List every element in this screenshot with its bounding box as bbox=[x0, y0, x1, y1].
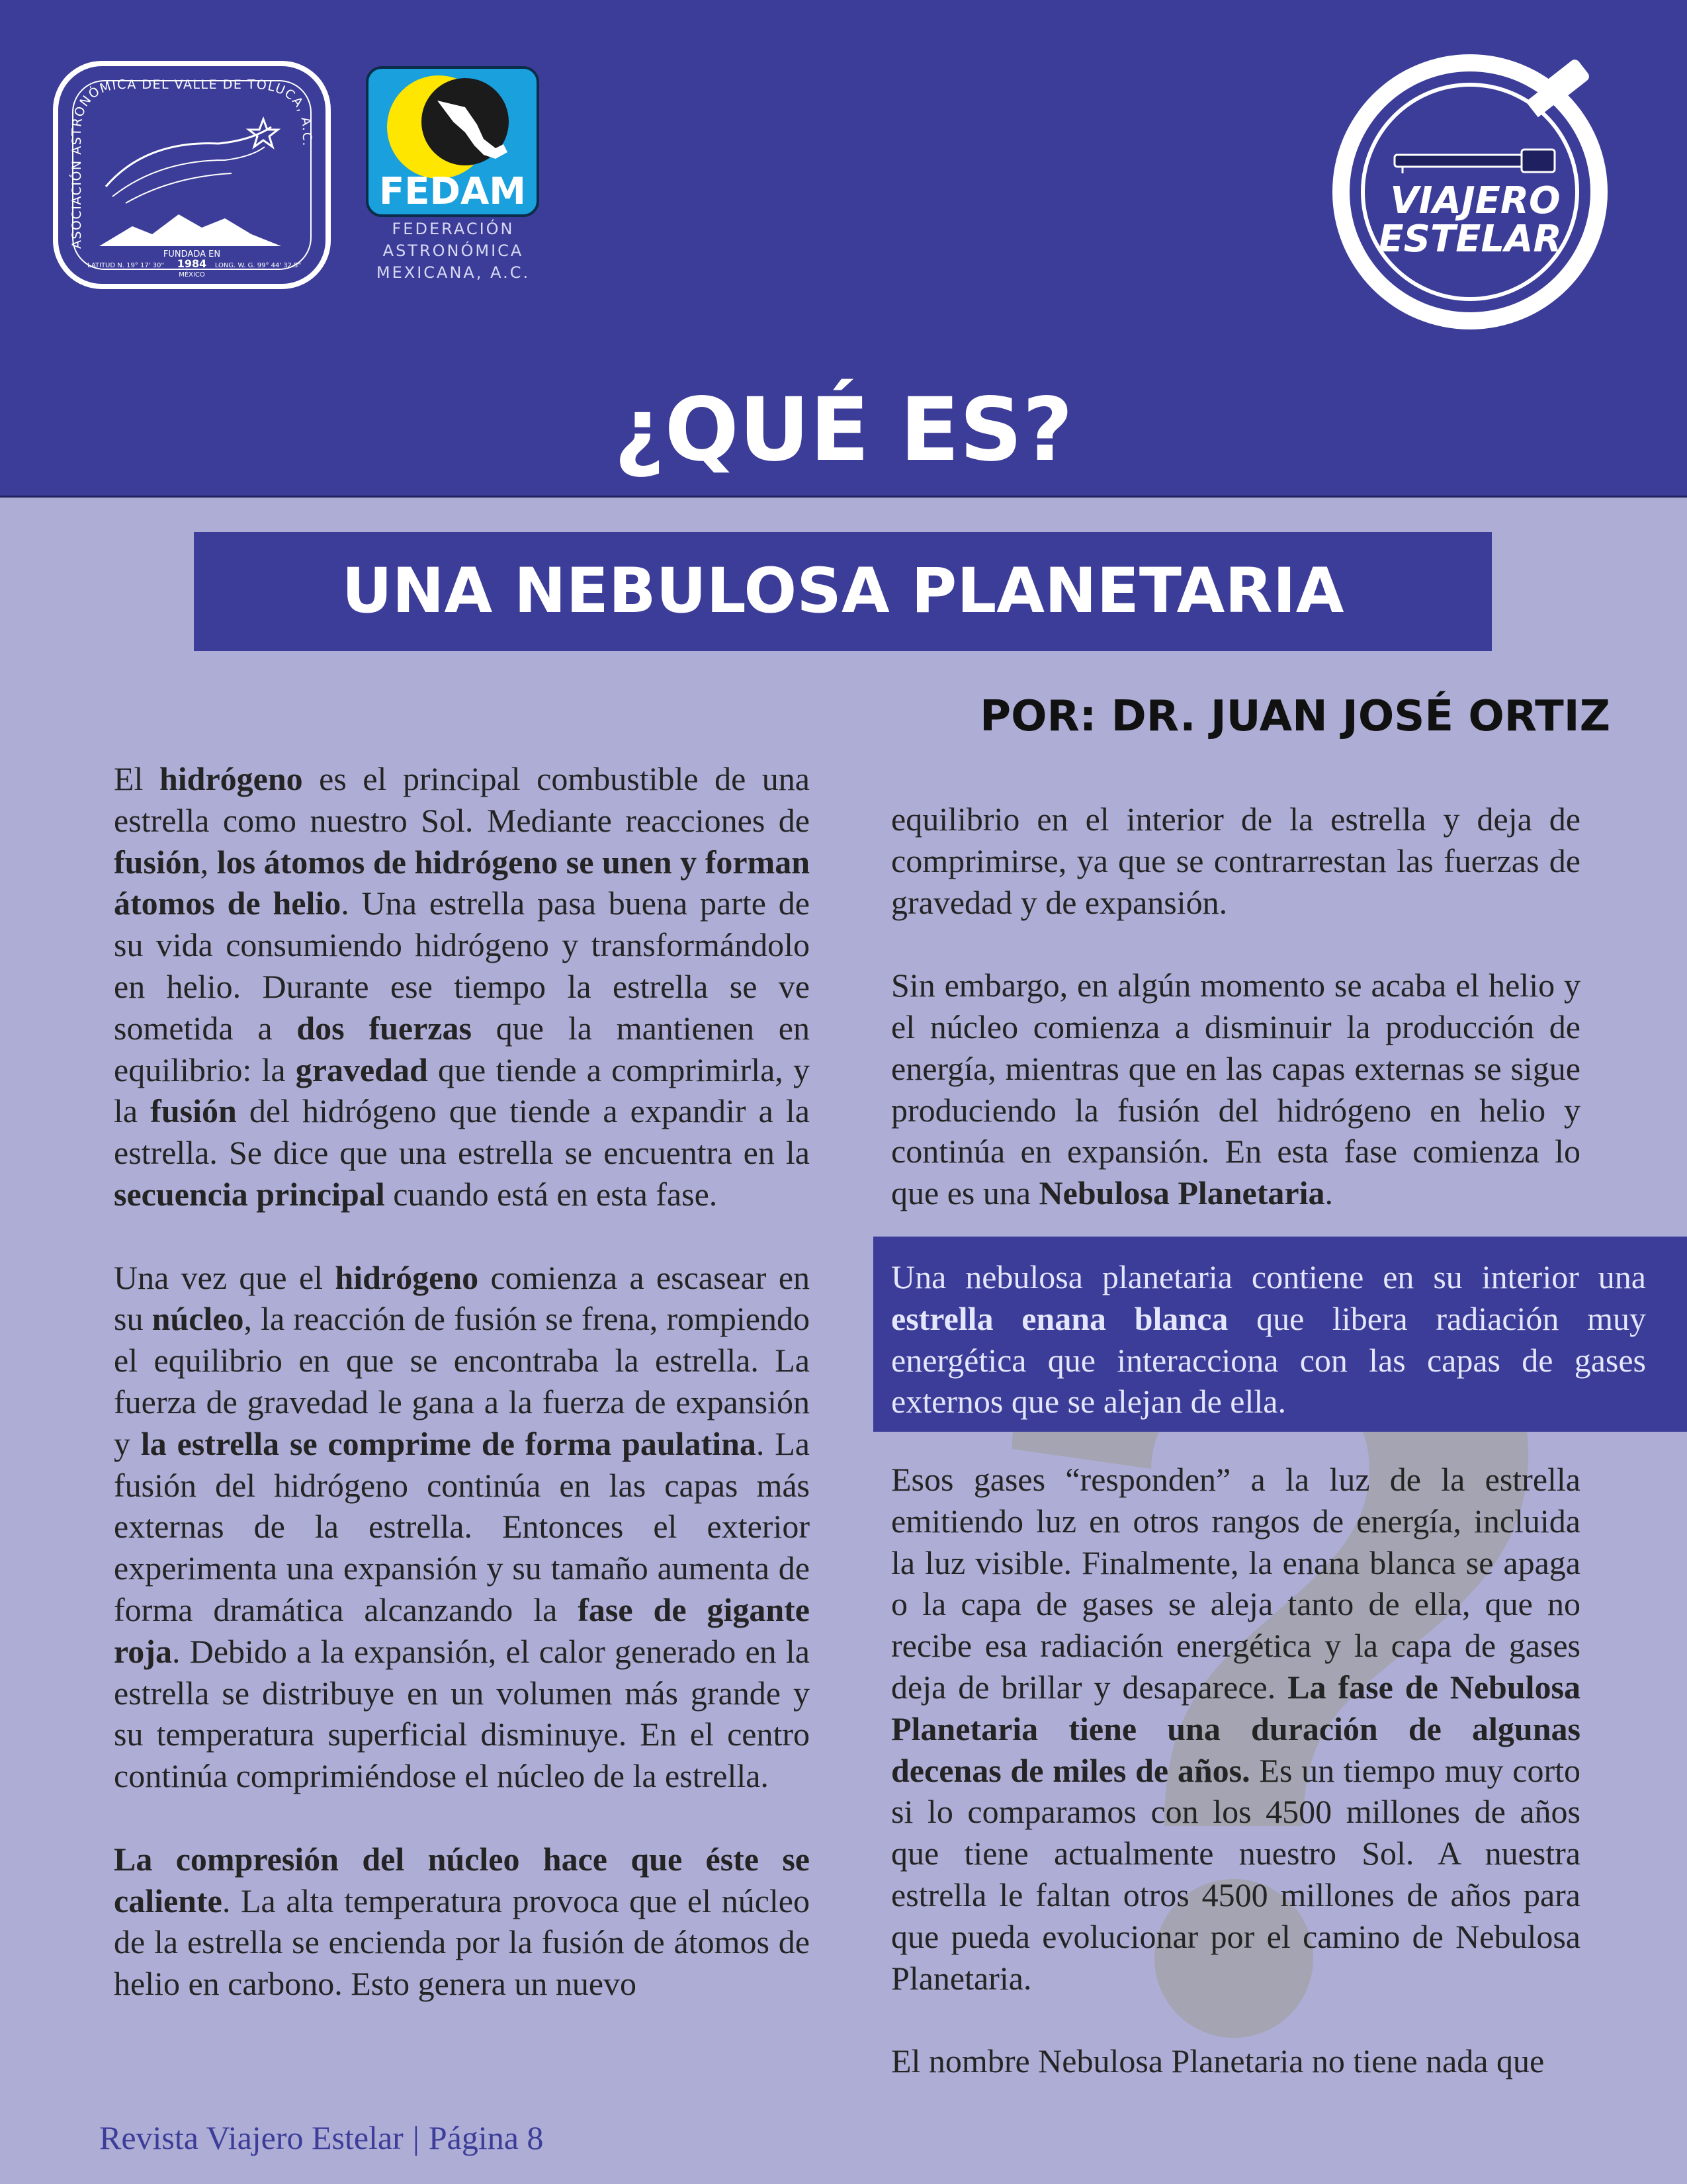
paragraph: equilibrio en el interior de la estrella y deja de comprimirse, ya que se contrarrestan las fuerzas de gravedad y de expansión. bbox=[891, 801, 1580, 921]
avt-logo bbox=[53, 61, 331, 289]
avt-city: MÉXICO bbox=[179, 271, 205, 279]
avt-latitude: LATITUD N. 19° 17' 30" bbox=[87, 262, 164, 269]
avt-founded-label: FUNDADA EN bbox=[163, 249, 221, 259]
paragraph: El nombre Nebulosa Planetaria no tiene nada que bbox=[891, 2042, 1545, 2080]
footer-separator: | bbox=[412, 2119, 419, 2156]
fedam-caption-line: MEXICANA, A.C. bbox=[376, 263, 531, 282]
paragraph: Esos gases “responden” a la luz de la estrella emitiendo luz en otros rangos de energía, incluida la luz visible. Finalmente, la enana blanca se apaga o la capa de gases se aleja tanto de ella, que no recibe esa radiación energética y la capa de gases deja de brillar y desaparece. La fase de Nebulosa Planetaria tiene una duración de algunas decenas de miles de años. Es un tiempo muy corto si lo comparamos con los 4500 millones de años que tiene actualmente nuestro Sol. A nuestra estrella le faltan otros 4500 millones de años para que pueda evolucionar por el camino de Nebulosa Planetaria. bbox=[891, 1461, 1581, 1997]
paragraph: La compresión del núcleo hace que éste se caliente. La alta temperatura provoca que el núcleo de la estrella se encienda por la fusión de átomos de helio en carbono. Esto genera un nuevo bbox=[114, 1840, 810, 2003]
header-banner bbox=[0, 0, 1687, 498]
paragraph: El hidrógeno es el principal combustible de una estrella como nuestro Sol. Mediante reacciones de fusión, los átomos de hidrógeno se unen y forman átomos de helio. Una estrella pasa buena parte de su vida consumiendo hidrógeno y transformándolo en helio. Durante ese tiempo la estrella se ve sometida a dos fuerzas que la mantienen en equilibrio: la gravedad que tiende a comprimirla, y la fusión del hidrógeno que tiende a expandir a la estrella. Se dice que una estrella se encuentra en la secuencia principal cuando está en esta fase. bbox=[114, 760, 810, 1213]
page-footer bbox=[99, 2116, 543, 2160]
avt-ring-text: ASOCIACIÓN ASTRONÓMICA DEL VALLE DE TOLUCA, A.C. bbox=[69, 77, 315, 249]
article-title: UNA NEBULOSA PLANETARIA bbox=[194, 532, 1492, 651]
left-column bbox=[114, 758, 810, 2005]
ve-wordmark-line2: ESTELAR bbox=[1378, 218, 1562, 261]
footer-magazine: Revista Viajero Estelar bbox=[99, 2119, 404, 2156]
right-column-bottom bbox=[891, 1459, 1580, 2082]
callout-box: Una nebulosa planetaria contiene en su interior una estrella enana blanca que libera radiación muy energética que interacciona con las capas de gases externos que se alejan de ella. bbox=[873, 1237, 1687, 1432]
ve-wordmark-line1: VIAJERO bbox=[1390, 179, 1561, 222]
fedam-logo bbox=[366, 66, 539, 217]
viajero-estelar-logo bbox=[1323, 41, 1621, 339]
article-byline: POR: DR. JUAN JOSÉ ORTIZ bbox=[980, 692, 1610, 741]
paragraph: Sin embargo, en algún momento se acaba el helio y el núcleo comienza a disminuir la producción de energía, mientras que en las capas externas se sigue produciendo la fusión del hidrógeno en helio y continúa en expansión. En esta fase comienza lo que es una Nebulosa Planetaria. bbox=[891, 967, 1580, 1212]
avt-longitude: LONG. W. G. 99° 44' 32.5" bbox=[214, 262, 302, 269]
fedam-caption-line: FEDERACIÓN bbox=[392, 220, 515, 238]
footer-page-number: Página 8 bbox=[428, 2119, 544, 2156]
paragraph: Una vez que el hidrógeno comienza a escasear en su núcleo, la reacción de fusión se frena, rompiendo el equilibrio en que se encontraba la estrella. La fuerza de gravedad le gana a la fuerza de expansión y la estrella se comprime de forma paulatina. La fusión del hidrógeno continúa en las capas más externas de la estrella. Entonces el exterior experimenta una expansión y su tamaño aumenta de forma dramática alcanzando la fase de gigante roja. Debido a la expansión, el calor generado en la estrella se distribuye en un volumen más grande y su temperatura superficial disminuye. En el centro continúa comprimiéndose el núcleo de la estrella. bbox=[114, 1258, 810, 1795]
avt-founded-year: 1984 bbox=[177, 257, 207, 270]
fedam-caption bbox=[357, 218, 549, 284]
right-column-top bbox=[891, 799, 1580, 1214]
header-title: ¿QUÉ ES? bbox=[614, 379, 1073, 481]
fedam-caption-line: ASTRONÓMICA bbox=[382, 241, 524, 260]
fedam-wordmark: FEDAM bbox=[378, 170, 527, 213]
